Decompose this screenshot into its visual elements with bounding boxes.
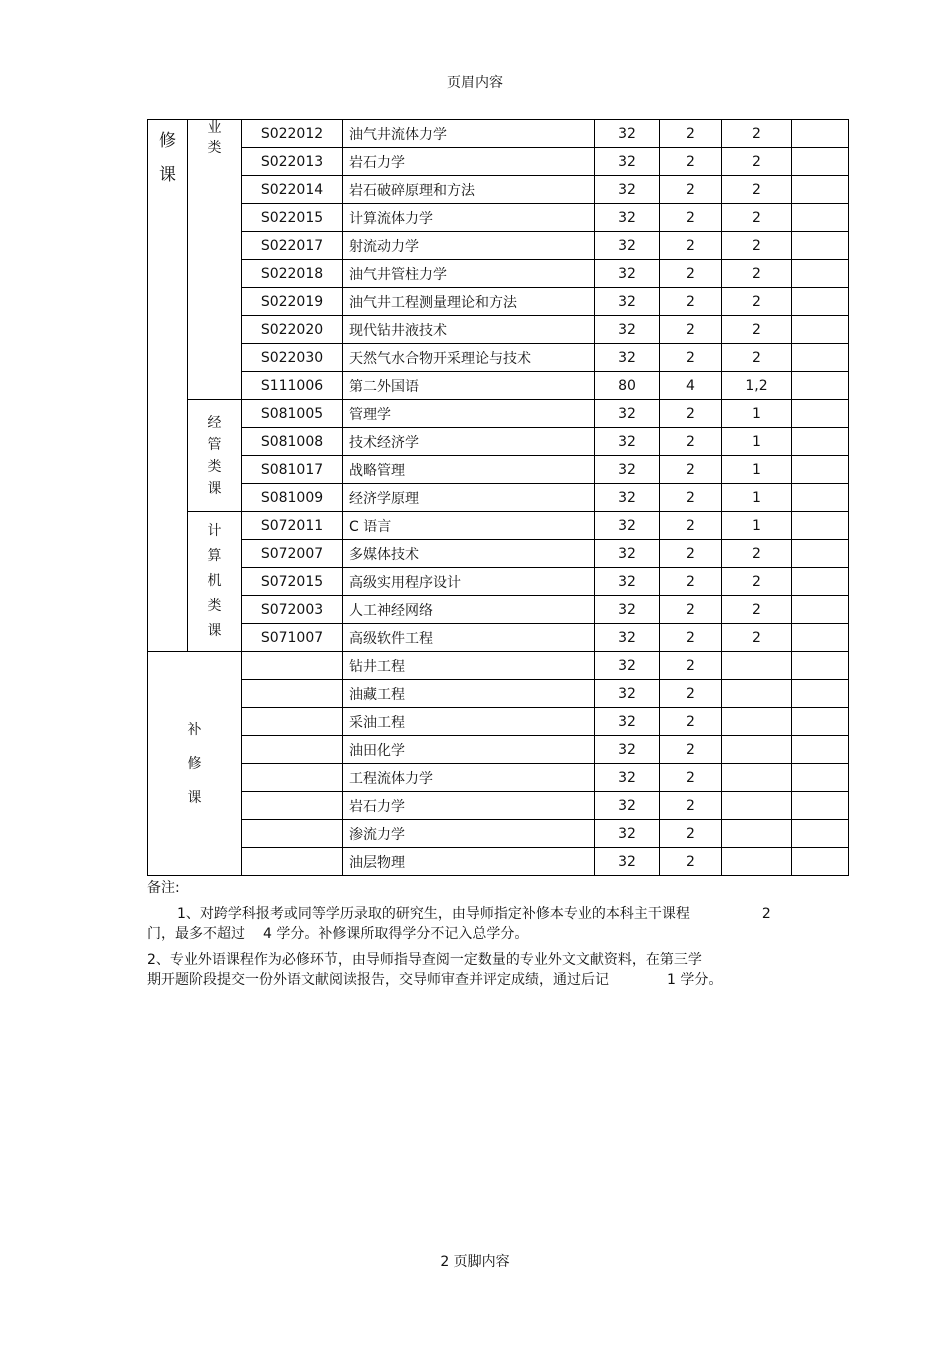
page-header: 页眉内容 [447, 75, 503, 91]
course-note [792, 848, 849, 876]
course-note [792, 120, 849, 148]
note-2-line-2 [147, 970, 827, 990]
note-1-text-c: 门，最多不超过 [147, 926, 245, 942]
course-code: S072007 [242, 540, 343, 568]
course-term: 2 [722, 176, 792, 204]
course-hours: 32 [595, 400, 660, 428]
course-note [792, 288, 849, 316]
table-row [148, 372, 849, 400]
course-credits: 2 [660, 512, 722, 540]
course-credits: 2 [660, 792, 722, 820]
table-row [148, 232, 849, 260]
table-row [148, 456, 849, 484]
course-term: 2 [722, 568, 792, 596]
note-2-line-1: 2、专业外语课程作为必修环节，由导师指导查阅一定数量的专业外文文献资料，在第三学 [147, 952, 702, 968]
course-code [242, 848, 343, 876]
course-credits: 2 [660, 232, 722, 260]
section-label-1-text: 经 管 类 课 [207, 414, 222, 497]
course-name: 钻井工程 [343, 652, 595, 680]
course-term: 2 [722, 596, 792, 624]
course-name: 渗流力学 [343, 820, 595, 848]
course-credits: 2 [660, 316, 722, 344]
course-credits: 2 [660, 596, 722, 624]
course-term: 2 [722, 624, 792, 652]
note-2-text-c: 1 学分。 [667, 972, 723, 988]
table-row [148, 820, 849, 848]
course-hours: 32 [595, 260, 660, 288]
course-hours: 32 [595, 120, 660, 148]
course-note [792, 260, 849, 288]
table-row [148, 400, 849, 428]
course-name: 第二外国语 [343, 372, 595, 400]
course-term: 2 [722, 260, 792, 288]
course-note [792, 708, 849, 736]
course-term: 1 [722, 484, 792, 512]
notes [147, 878, 827, 990]
table-row [148, 512, 849, 540]
table-row [148, 176, 849, 204]
course-note [792, 232, 849, 260]
course-term [722, 792, 792, 820]
table-row [148, 848, 849, 876]
course-credits: 2 [660, 204, 722, 232]
table-row [148, 204, 849, 232]
course-name: 计算流体力学 [343, 204, 595, 232]
course-credits: 2 [660, 568, 722, 596]
course-note [792, 624, 849, 652]
table-row [148, 624, 849, 652]
group-label-remedial-text: 补 修 课 [187, 721, 202, 806]
course-hours: 32 [595, 764, 660, 792]
course-credits: 2 [660, 120, 722, 148]
course-name: C 语言 [343, 512, 595, 540]
course-hours: 32 [595, 820, 660, 848]
course-name: 经济学原理 [343, 484, 595, 512]
course-code [242, 652, 343, 680]
course-name: 油气井管柱力学 [343, 260, 595, 288]
course-credits: 2 [660, 736, 722, 764]
table-row [148, 120, 849, 148]
note-1-text-d: 4 学分。补修课所取得学分不记入总学分。 [263, 926, 529, 942]
course-note [792, 484, 849, 512]
course-hours: 32 [595, 624, 660, 652]
course-hours: 32 [595, 148, 660, 176]
course-name: 战略管理 [343, 456, 595, 484]
course-code: S022020 [242, 316, 343, 344]
course-code: S072003 [242, 596, 343, 624]
course-hours: 32 [595, 484, 660, 512]
course-note [792, 316, 849, 344]
course-name: 采油工程 [343, 708, 595, 736]
course-note [792, 456, 849, 484]
course-credits: 2 [660, 176, 722, 204]
course-code: S081009 [242, 484, 343, 512]
course-name: 工程流体力学 [343, 764, 595, 792]
course-term: 2 [722, 316, 792, 344]
course-code: S071007 [242, 624, 343, 652]
section-label-2-text: 计 算 机 类 课 [207, 523, 222, 639]
course-term: 2 [722, 148, 792, 176]
course-name: 油气井流体力学 [343, 120, 595, 148]
course-note [792, 148, 849, 176]
course-name: 天然气水合物开采理论与技术 [343, 344, 595, 372]
course-credits: 2 [660, 680, 722, 708]
table-row [148, 148, 849, 176]
section-label-2 [188, 512, 242, 652]
course-code: S022019 [242, 288, 343, 316]
course-hours: 32 [595, 232, 660, 260]
course-credits: 2 [660, 764, 722, 792]
course-credits: 2 [660, 708, 722, 736]
course-term [722, 764, 792, 792]
notes-title: 备注: [147, 880, 180, 896]
course-code [242, 792, 343, 820]
course-note [792, 428, 849, 456]
course-term [722, 736, 792, 764]
course-hours: 32 [595, 288, 660, 316]
course-note [792, 568, 849, 596]
course-name: 高级软件工程 [343, 624, 595, 652]
course-credits: 2 [660, 652, 722, 680]
table-row [148, 652, 849, 680]
section-label-0-text: 业 类 [207, 120, 222, 156]
table-row [148, 344, 849, 372]
course-hours: 32 [595, 428, 660, 456]
course-name: 现代钻井液技术 [343, 316, 595, 344]
note-1-count: 2 [761, 906, 771, 922]
table-row [148, 260, 849, 288]
course-name: 岩石破碎原理和方法 [343, 176, 595, 204]
course-note [792, 400, 849, 428]
course-hours: 32 [595, 176, 660, 204]
course-code: S022014 [242, 176, 343, 204]
table-row [148, 484, 849, 512]
course-credits: 2 [660, 260, 722, 288]
course-name: 多媒体技术 [343, 540, 595, 568]
course-term: 1,2 [722, 372, 792, 400]
table-row [148, 736, 849, 764]
course-note [792, 344, 849, 372]
course-term: 2 [722, 204, 792, 232]
course-hours: 32 [595, 344, 660, 372]
course-code: S072015 [242, 568, 343, 596]
course-hours: 32 [595, 708, 660, 736]
course-credits: 2 [660, 848, 722, 876]
section-label-0 [188, 120, 242, 400]
course-note [792, 512, 849, 540]
course-hours: 32 [595, 792, 660, 820]
course-term: 2 [722, 232, 792, 260]
table-row [148, 316, 849, 344]
course-name: 射流动力学 [343, 232, 595, 260]
table-row [148, 428, 849, 456]
course-term: 1 [722, 456, 792, 484]
course-code: S022017 [242, 232, 343, 260]
course-term [722, 680, 792, 708]
note-1-line-1 [147, 904, 827, 924]
course-hours: 32 [595, 316, 660, 344]
course-term [722, 708, 792, 736]
course-credits: 2 [660, 428, 722, 456]
course-code [242, 680, 343, 708]
course-note [792, 764, 849, 792]
course-code: S022015 [242, 204, 343, 232]
course-note [792, 204, 849, 232]
course-name: 岩石力学 [343, 148, 595, 176]
section-label-1 [188, 400, 242, 512]
table-row [148, 708, 849, 736]
course-name: 高级实用程序设计 [343, 568, 595, 596]
course-term: 2 [722, 540, 792, 568]
group-label-required [148, 120, 188, 652]
course-term: 1 [722, 428, 792, 456]
group-label-required-text: 修 课 [159, 131, 176, 185]
course-term: 2 [722, 288, 792, 316]
course-credits: 2 [660, 624, 722, 652]
course-note [792, 372, 849, 400]
course-term: 1 [722, 512, 792, 540]
course-credits: 2 [660, 484, 722, 512]
course-code: S081005 [242, 400, 343, 428]
course-credits: 2 [660, 540, 722, 568]
course-credits: 4 [660, 372, 722, 400]
course-code: S081008 [242, 428, 343, 456]
course-note [792, 792, 849, 820]
course-note [792, 820, 849, 848]
table-row [148, 568, 849, 596]
course-term [722, 820, 792, 848]
course-hours: 32 [595, 540, 660, 568]
course-code: S081017 [242, 456, 343, 484]
course-hours: 32 [595, 512, 660, 540]
table-row [148, 764, 849, 792]
group-label-remedial [148, 652, 242, 876]
course-term: 2 [722, 344, 792, 372]
course-code: S072011 [242, 512, 343, 540]
course-table [147, 119, 849, 876]
course-term: 2 [722, 120, 792, 148]
note-2-text-b: 期开题阶段提交一份外语文献阅读报告，交导师审查并评定成绩，通过后记 [147, 972, 609, 988]
note-1-text-a: 1、对跨学科报考或同等学历录取的研究生，由导师指定补修本专业的本科主干课程 [177, 906, 690, 922]
course-credits: 2 [660, 456, 722, 484]
course-name: 油层物理 [343, 848, 595, 876]
course-code [242, 708, 343, 736]
course-code: S022013 [242, 148, 343, 176]
course-hours: 32 [595, 848, 660, 876]
course-code [242, 736, 343, 764]
course-name: 管理学 [343, 400, 595, 428]
course-hours: 32 [595, 204, 660, 232]
course-hours: 32 [595, 680, 660, 708]
course-credits: 2 [660, 400, 722, 428]
note-1-line-2 [147, 924, 827, 944]
course-note [792, 680, 849, 708]
course-term [722, 848, 792, 876]
course-code: S111006 [242, 372, 343, 400]
course-note [792, 540, 849, 568]
course-hours: 32 [595, 736, 660, 764]
course-code: S022012 [242, 120, 343, 148]
course-term [722, 652, 792, 680]
course-name: 技术经济学 [343, 428, 595, 456]
table-row [148, 680, 849, 708]
course-credits: 2 [660, 148, 722, 176]
course-name: 油田化学 [343, 736, 595, 764]
course-hours: 32 [595, 568, 660, 596]
course-code [242, 764, 343, 792]
course-hours: 32 [595, 652, 660, 680]
table-row [148, 288, 849, 316]
table-row [148, 540, 849, 568]
course-name: 油气井工程测量理论和方法 [343, 288, 595, 316]
table-row [148, 596, 849, 624]
course-name: 岩石力学 [343, 792, 595, 820]
course-term: 1 [722, 400, 792, 428]
course-note [792, 176, 849, 204]
course-credits: 2 [660, 344, 722, 372]
course-name: 人工神经网络 [343, 596, 595, 624]
course-credits: 2 [660, 820, 722, 848]
course-credits: 2 [660, 288, 722, 316]
course-note [792, 736, 849, 764]
page-footer: 2 页脚内容 [440, 1254, 510, 1270]
course-code [242, 820, 343, 848]
course-note [792, 596, 849, 624]
course-hours: 32 [595, 596, 660, 624]
course-code: S022018 [242, 260, 343, 288]
course-note [792, 652, 849, 680]
course-hours: 80 [595, 372, 660, 400]
course-hours: 32 [595, 456, 660, 484]
table-row [148, 792, 849, 820]
course-code: S022030 [242, 344, 343, 372]
course-name: 油藏工程 [343, 680, 595, 708]
